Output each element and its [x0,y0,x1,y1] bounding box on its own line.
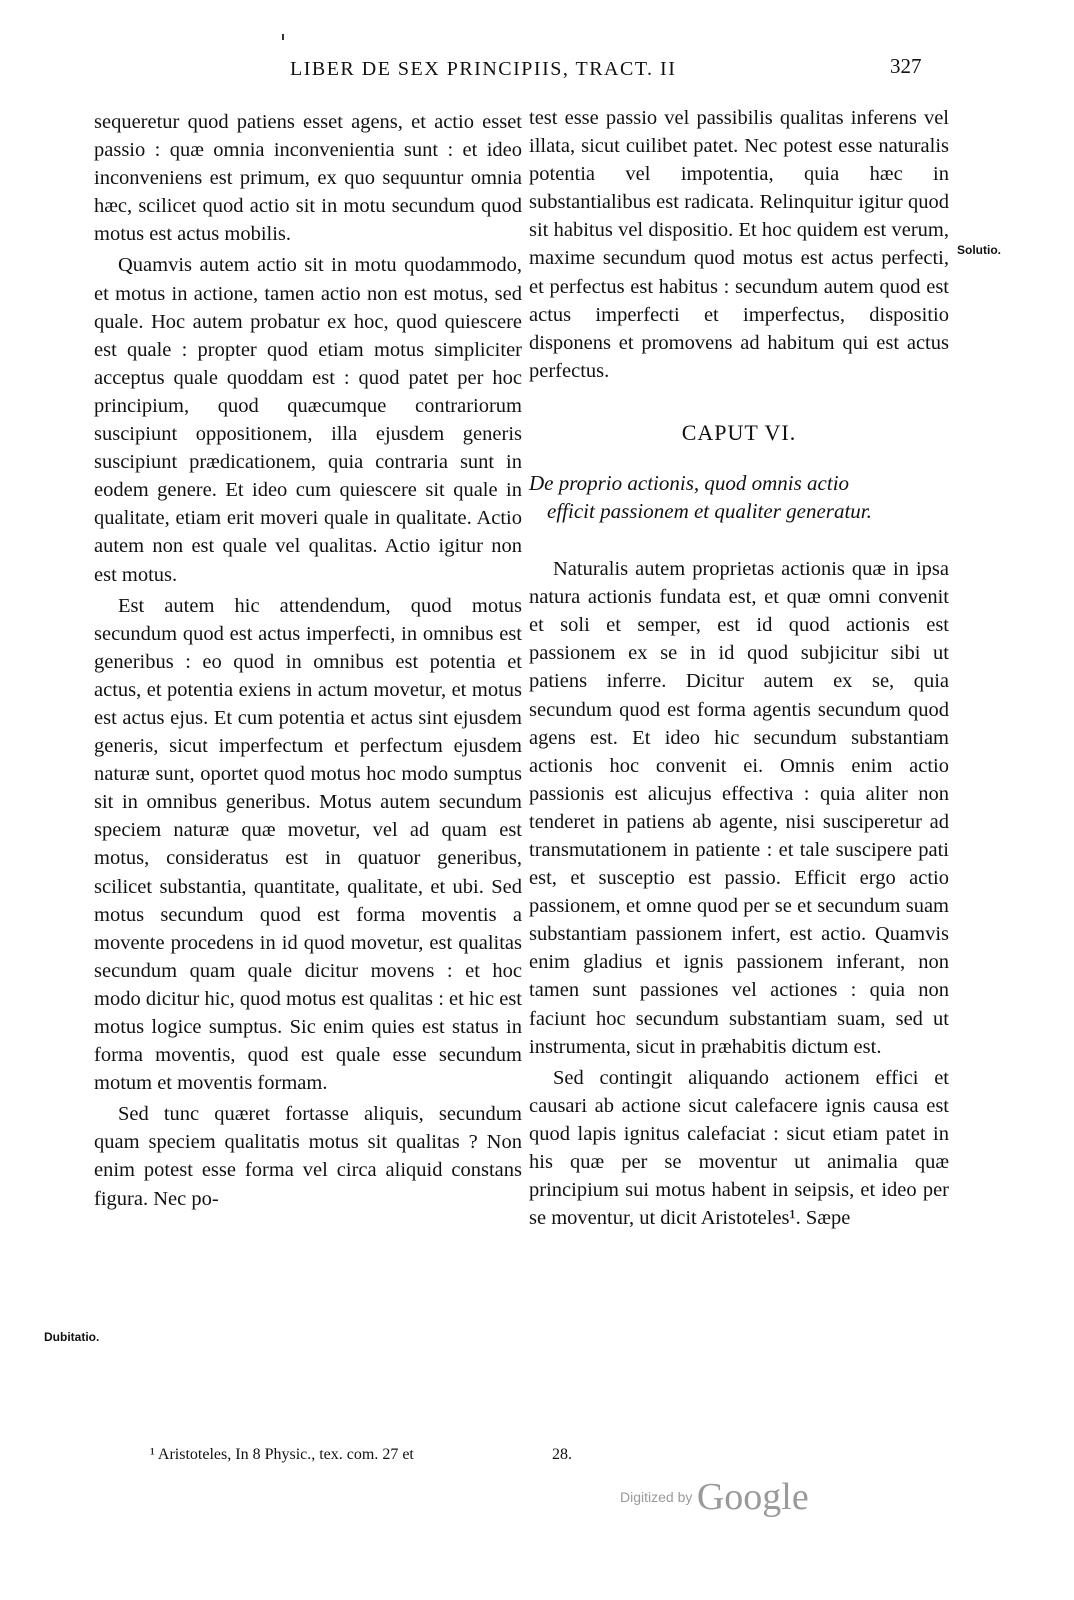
paragraph: Est autem hic attendendum, quod motus secundum quod est actus imperfecti, in omnibus est generibus : eo quod in omnibus est potentia et actus, et potentia exiens in actum movetur, et motus est actus ejus. Et cum potentia et actus sint ejusdem generis, sicut imperfectum et perfectum ejusdem naturæ sunt, oportet quod motus hoc modo sumptus sit in omnibus generibus. Motus autem secundum speciem naturæ quæ movetur, vel ad quam est motus, consideratus est in quatuor generibus, scilicet substantia, quantitate, qualitate, et ubi. Sed motus secundum quod est forma moventis a movente procedens in id quod movetur, est qualitas secundum quam quale dicitur movens : et hoc modo dicitur hic, quod motus est qualitas : et hic est motus logice sumptus. Sic enim quies est status in forma moventis, quod est quale esse secundum motum et moventis formam. [94,594,522,1095]
watermark-prefix: Digitized by [620,1489,693,1505]
digitized-watermark [620,1475,809,1519]
paragraph: Sed contingit aliquando actionem effici et causari ab actione sicut calefacere ignis causa est quod lapis ignitus calefaciat : sicut etiam patet in his quæ per se moventur ut animalia quæ principium sui motus habent in seipsis, et ideo per se moventur, ut dicit Aristoteles¹. Sæpe [529,1066,949,1230]
scan-mark [282,34,284,40]
footnote-continuation: 28. [552,1446,572,1463]
chapter-summary-line: efficit passionem et qualiter generatur. [547,499,872,524]
right-column [529,104,949,1235]
running-title: LIBER DE SEX PRINCIPIIS, TRACT. II [290,58,677,80]
left-column [94,108,522,1216]
chapter-summary [529,469,949,525]
paragraph: Naturalis autem proprietas actionis quæ in ipsa natura actionis fundata est, et quæ omni convenit et soli et semper, est id quod actionis est passionem ex se in id quod subjicitur sibi ut patiens inferre. Dicitur autem ex se, quia secundum quod est forma agentis secundum quod agens est. Et ideo hic secundum substantiam actionis hoc convenit ei. Omnis enim actio passionis est alicujus effectiva : quia aliter non tenderet in patiens ab agente, nisi susciperetur ad transmutationem in patiente : et tale suscipere pati est, et susceptio est passio. Efficit ergo actio passionem, et omne quod per se et secundum suam substantiam passionem infert, est actio. Quamvis enim gladius et ignis passionem inferant, non tamen sunt passiones vel actiones : quia non faciunt hoc secundum substantiam suam, sed ut instrumenta, sicut in præhabitis dictum est. [529,558,949,1058]
chapter-summary-line: De proprio actionis, quod omnis actio [529,471,850,496]
paragraph: test esse passio vel passibilis qualitas inferens vel illata, sicut cuilibet patet. Nec potest esse naturalis potentia vel impotentia, quia hæc in substantialibus est radicata. Relinquitur igitur quod sit habitus vel dispositio. Et hoc quidem est verum, maxime secundum quod motus est actus perfecti, et perfectus est habitus : secundum autem quod est actus imperfecti et imperfectus, dispositio disponens et promovens ad habitum qui est actus perfectus. [529,107,949,382]
footnote [150,1446,572,1464]
google-logo: Google [696,1476,809,1518]
margin-note-solutio: Solutio. [957,243,1001,257]
paragraph: Quamvis autem actio sit in motu quodammodo, et motus in actione, tamen actio non est motus, sed quale. Hoc autem probatur ex hoc, quod quiescere est quale : propter quod etiam motus simpliciter acceptus quale quoddam est : quod patet per hoc principium, quod quæcumque contrariorum suscipiunt oppositionem, illa ejusdem generis suscipiunt prædicationem, quia contraria sunt in eodem genere. Et ideo cum quiescere sit quale in qualitate, etiam erit moveri quale in qualitate. Actio autem non est quale vel qualitas. Actio igitur non est motus. [94,254,522,586]
margin-note-dubitatio: Dubitatio. [44,1330,100,1344]
chapter-heading: CAPUT VI. [681,419,797,445]
paragraph: Sed tunc quæret fortasse aliquis, secundum quam speciem qualitatis motus sit qualitas ? Non enim potest esse forma vel circa aliquid constans figura. Nec po- [94,1103,522,1210]
page-number: 327 [890,54,922,78]
footnote-text: ¹ Aristoteles, In 8 Physic., tex. com. 27 et [150,1446,414,1463]
paragraph: sequeretur quod patiens esset agens, et actio esset passio : quæ omnia inconvenientia sunt : et ideo inconveniens est primum, ex quo sequuntur omnia hæc, scilicet quod actio sit in motu secundum quod motus est actus mobilis. [94,111,522,246]
